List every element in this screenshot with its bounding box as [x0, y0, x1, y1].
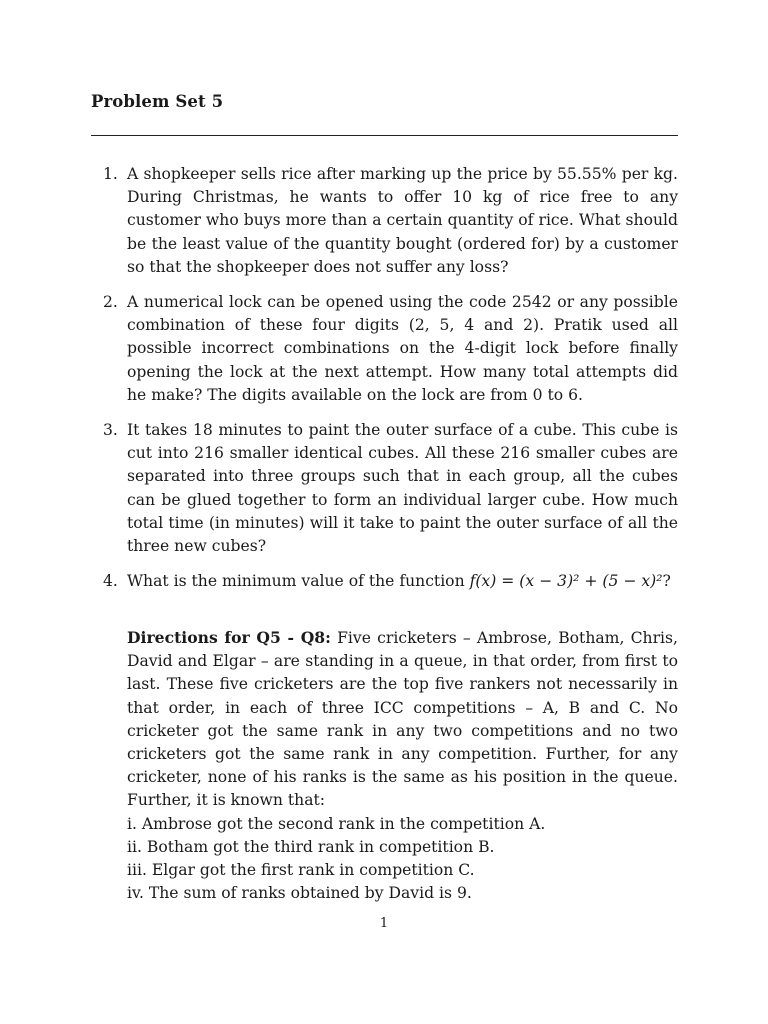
problem-4 [91, 570, 678, 593]
page-title: Problem Set 5 [91, 92, 224, 111]
function-formula: f(x) = (x − 3)² + (5 − x)² [469, 572, 663, 591]
problem-text: A shopkeeper sells rice after marking up the price by 55.55% per kg. During Christmas, he wants to offer 10 kg of rice free to any customer who buys more than a certain quantity of rice. What should be the least value of the quantity bought (ordered for) by a customer so that the shopkeeper does not suffer any loss? [127, 165, 678, 276]
page-number: 1 [379, 916, 389, 931]
clue-3: iii. Elgar got the first rank in competition C. [127, 861, 475, 880]
clue-4: iv. The sum of ranks obtained by David is 9. [127, 884, 472, 903]
problem-text: It takes 18 minutes to paint the outer surface of a cube. This cube is cut into 216 smaller identical cubes. All these 216 smaller cubes are separated into three groups such that in each group, all the cubes can be glued together to form an individual larger cube. How much total time (in minutes) will it take to paint the outer surface of all the three new cubes? [127, 421, 678, 556]
problem-list [91, 163, 678, 605]
problem-number: 4. [103, 572, 118, 591]
directions-heading: Directions for Q5 - Q8: [127, 628, 331, 647]
problem-1 [91, 163, 678, 279]
problem-text-end: ? [662, 572, 671, 591]
clue-2: ii. Botham got the third rank in competition B. [127, 837, 495, 856]
problem-number: 2. [103, 293, 118, 312]
problem-text: A numerical lock can be opened using the code 2542 or any possible combination of these four digits (2, 5, 4 and 2). Pratik used all possible incorrect combinations on the 4-digit lock before finally opening the lock at the next attempt. How many total attempts did he make? The digits available on the lock are from 0 to 6. [127, 293, 678, 404]
directions-block [127, 626, 678, 905]
directions-text: Five cricketers – Ambrose, Botham, Chris, David and Elgar – are standing in a queue, in that order, from first to last. These five cricketers are the top five rankers not necessarily in that order, in each of three ICC competitions – A, B and C. No cricketer got the same rank in any two competitions and no two cricketers got the same rank in any competition. Further, for any cricketer, none of his ranks is the same as his position in the queue. Further, it is known that: [127, 629, 678, 810]
problem-text: What is the minimum value of the function [127, 572, 470, 591]
problem-3 [91, 419, 678, 558]
clue-1: i. Ambrose got the second rank in the competition A. [127, 814, 546, 833]
title-divider [91, 135, 678, 136]
problem-number: 1. [103, 165, 118, 183]
problem-2 [91, 291, 678, 407]
problem-number: 3. [103, 421, 118, 440]
